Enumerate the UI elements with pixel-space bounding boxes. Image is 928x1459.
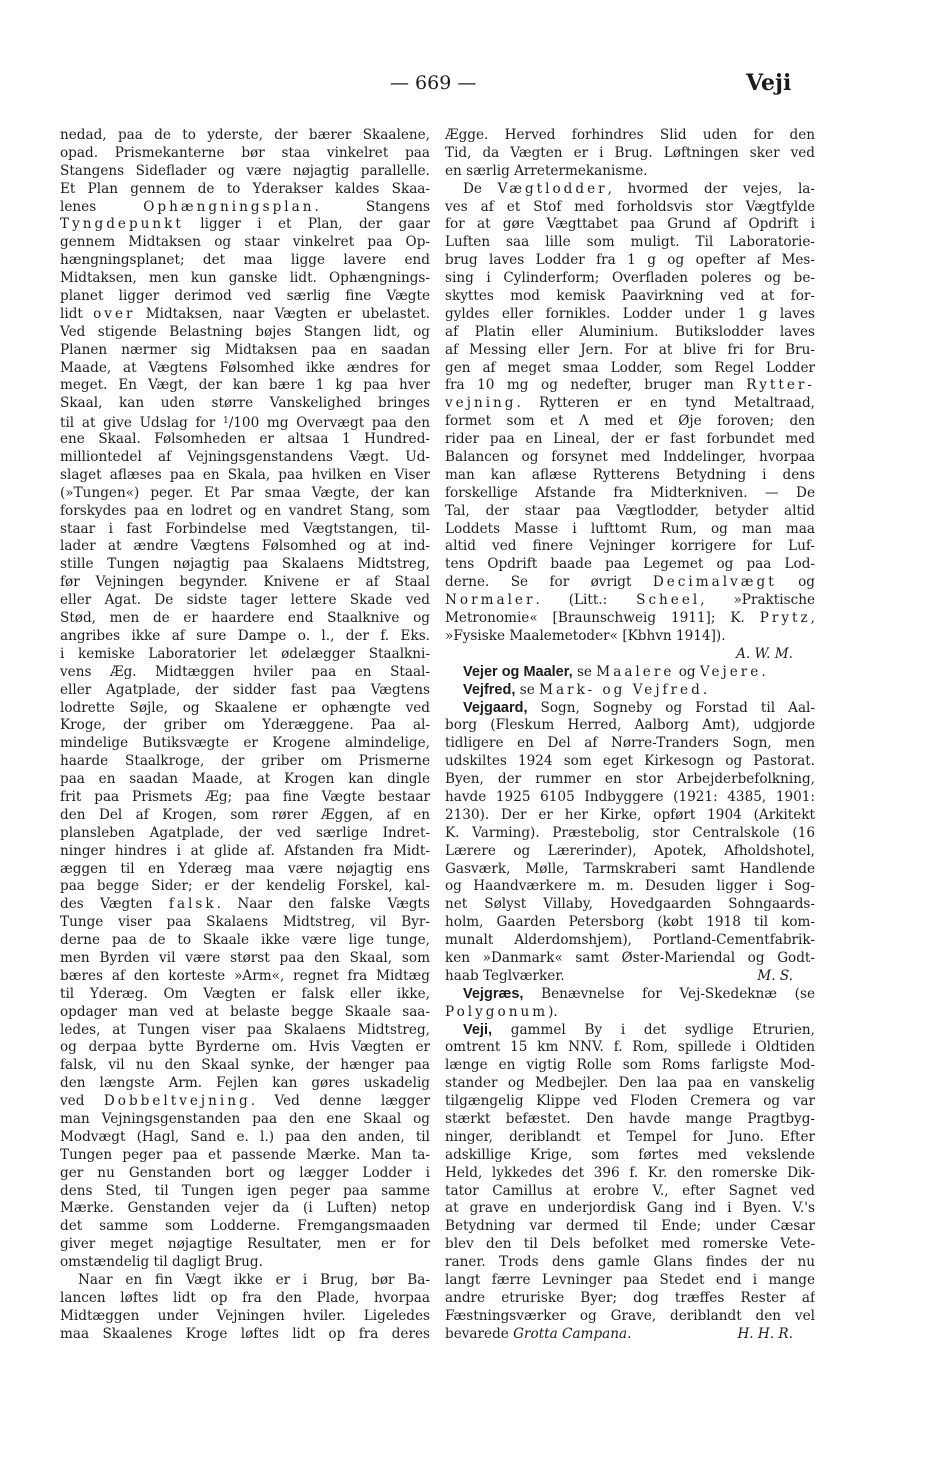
- italic-term: Grotta Campana: [513, 1325, 628, 1342]
- spaced-term: over: [93, 305, 136, 322]
- text-block: [445, 199, 815, 378]
- text-line: lenes Ophængningsplan. Stangens: [60, 198, 430, 215]
- text-line: rider paa en Lineal, der er fast forbundet med: [445, 431, 815, 448]
- text-line: længe en vigtig Rolle som Roms farligste Mod-: [445, 1057, 815, 1074]
- text-block: [60, 324, 430, 413]
- text-line: udskiltes 1924 som eget Kirkesogn og Pastorat.: [445, 753, 815, 770]
- text-line: mindelige Butiksvægte er Krogene almindelige,: [60, 735, 430, 752]
- text-line: skyttes mod kemisk Paavirkning ved at for-: [445, 288, 815, 305]
- text-line: Stød, men de er haardere end Staalknive og: [60, 610, 430, 627]
- text-line: gen af meget smaa Lodder, som Regel Lodder: [445, 359, 815, 376]
- text-line: i kemiske Laboratorier let ødelægger Staalkni-: [60, 645, 430, 662]
- text-line: lader at ændre Vægtens Følsomhed og at ind-: [60, 538, 430, 555]
- text-line: havde 1925 6105 Indbyggere (1921: 4385, 1901:: [445, 788, 815, 805]
- text-line: blev den til Dels befolket med romerske Vete-: [445, 1236, 815, 1253]
- author-signature: H. H. R.: [737, 1325, 793, 1342]
- text-line: falsk, vil nu den Skaal synke, der hænger paa: [60, 1057, 430, 1074]
- text-line: æggen til en Yderæg maa være nøjagtig ens: [60, 860, 430, 877]
- left-column: [60, 127, 430, 1344]
- text-line: Mærke. Genstanden vejer da (i Luften) netop: [60, 1200, 430, 1217]
- entry-veji: [445, 1022, 815, 1344]
- spaced-term: Rytter-: [746, 377, 815, 394]
- text-line: eller Agat. De sidste tager lettere Skade ved: [60, 592, 430, 609]
- text-line: Midtæggen under Vejningen hviler. Ligeledes: [60, 1307, 430, 1324]
- text-line: dens Sted, til Tungen igen peger paa samme: [60, 1182, 430, 1199]
- text-line: men Byrden vil være størst paa den Skaal, som: [60, 949, 430, 966]
- text-line: Kroge, der griber om Yderæggene. Paa al-: [60, 717, 430, 734]
- text-line: vens Æg. Midtæggen hviler paa en Staal-: [60, 663, 430, 680]
- text-line: Ved stigende Belastning bøjes Stangen lidt, og: [60, 323, 430, 340]
- text-line: munalt Alderdomshjem), Portland-Cementfabrik-: [445, 932, 815, 949]
- text-line: ves af et Stof med forholdsvis stor Vægtfylde: [445, 198, 815, 215]
- text-line: og Haandværkere m. m. Desuden ligger i Sog-: [445, 878, 815, 895]
- text-line: net Sølyst Villaby, Hovedgaarden Sohngaards-: [445, 896, 815, 913]
- text-line: omstændelig til dagligt Brug.: [60, 1254, 263, 1271]
- text-line: adskillige Krige, som førtes med vekslende: [445, 1146, 815, 1163]
- text-line: omtrent 15 km NNV. f. Rom, spillede i Oldtiden: [445, 1039, 815, 1056]
- text-block: [60, 234, 430, 306]
- spaced-term: Scheel: [636, 592, 701, 609]
- cross-reference[interactable]: Mark- og Vejfred: [539, 681, 703, 698]
- spaced-term: Tyngdepunkt: [60, 216, 184, 233]
- text-line: stille Tungen nøjagtig paa Skalaens Midtstreg,: [60, 556, 430, 573]
- text-line: raner. Trods dens gamle Glans findes der nu: [445, 1254, 815, 1271]
- spaced-term: Decimalvægt: [652, 574, 777, 591]
- fraction-denominator: /100: [228, 415, 260, 432]
- text-line: derne. Se for øvrigt Decimalvægt og: [445, 574, 815, 591]
- text-line: andre etruriske Byer; dog træffes Rester af: [445, 1289, 815, 1306]
- text-line: man Vejningsgenstanden paa den ene Skaal og: [60, 1110, 430, 1127]
- text-line: frit paa Prismets Æg; paa fine Vægte bestaar: [60, 788, 430, 805]
- text-line: Tungen peger paa et passende Mærke. Man ta-: [60, 1146, 430, 1163]
- text-line: Veji, gammel By i det sydlige Etrurien,: [463, 1021, 815, 1038]
- text-line: paa en saadan Maade, at Krogen kan dingle: [60, 771, 430, 788]
- text-line: haarde Staalkroge, der griber om Prismerne: [60, 753, 430, 770]
- text-line: brug laves Lodder fra 1 g og opefter af Mes-: [445, 252, 815, 269]
- entry-vejfred: Vejfred, se Mark- og Vejfred.: [463, 681, 708, 698]
- text-line: ken »Danmark« samt Øster-Mariendal og Godt-: [445, 949, 815, 966]
- text-line: af Platin eller Aluminium. Butikslodder laves: [445, 323, 815, 340]
- author-signature: M. S.: [757, 967, 793, 984]
- text-line: fra 10 mg og nedefter, bruger man Rytter-: [445, 377, 815, 394]
- text-line: Betydning var dermed til Ende; under Cæsar: [445, 1218, 815, 1235]
- text-line: ger nu Genstanden bort og lægger Lodder i: [60, 1164, 430, 1181]
- spaced-term: Ophængningsplan: [143, 198, 315, 215]
- text-line: lidt over Midtaksen, naar Vægten er ubelastet.: [60, 305, 430, 322]
- text-line: K. Varming). Præstebolig, stor Centralskole (16: [445, 824, 815, 841]
- text-line: Metronomie« [Braunschweig 1911]; K. Prytz,: [445, 610, 815, 627]
- text-line: angribes ikke af sure Dampe o. l., der f. Eks.: [60, 627, 430, 644]
- spaced-term: Normaler: [445, 592, 536, 609]
- text-line: Gasværk, Mølle, Tarmskraberi samt Handlende: [445, 860, 815, 877]
- headword: Vejer og Maaler,: [463, 663, 573, 680]
- text-line: tator Camillus at erobre V., efter Sagnet ved: [445, 1182, 815, 1199]
- spaced-term: Prytz: [759, 610, 811, 627]
- text-line: staar i fast Forbindelse med Vægtstangen, til-: [60, 520, 430, 537]
- entry-vejgaard: [445, 700, 815, 986]
- text-line: Vejgaard, Sogn, Sogneby og Forstad til Aal-: [463, 699, 815, 716]
- text-line: nedad, paa de to yderste, der bærer Skaalene,: [60, 127, 430, 143]
- text-line: den længste Arm. Fejlen kan gøres uskadelig: [60, 1075, 430, 1092]
- text-line: forskydes paa en lodret og en vandret Stang, som: [60, 502, 430, 519]
- entry-vejer-og-maaler: Vejer og Maaler, se Maalere og Vejere.: [463, 663, 766, 680]
- text-line: eller Agatplade, der sidder fast paa Vægtens: [60, 681, 430, 698]
- text-line: gyldes eller fornikles. Lodder under 1 g laves: [445, 305, 815, 322]
- text-line: og derpaa bytte Byrderne om. Hvis Vægten er: [60, 1039, 430, 1056]
- text-line: derne paa de to Skaale ikke være lige tunge,: [60, 932, 430, 949]
- text-line: det samme som Lodderne. Fremgangsmaaden: [60, 1218, 430, 1235]
- text-line: holm, Gaarden Petersborg (købt 1918 til kom-: [445, 914, 815, 931]
- text-line: en særlig Arretermekanisme.: [445, 162, 648, 179]
- headword: Veji,: [463, 1021, 493, 1038]
- text-line: til at give Udslag for $^1$/100 mg Overvægt paa den: [60, 415, 430, 432]
- text-line: maa Skaalenes Kroge løftes lidt op fra deres: [60, 1325, 430, 1342]
- text-line: ved Dobbeltvejning. Ved denne lægger: [60, 1093, 430, 1110]
- fraction-numerator: 1: [222, 416, 229, 427]
- text-line: gennem Midtaksen og staar vinkelret paa Op-: [60, 234, 430, 251]
- text-line: tens Opdrift baade paa Legemet og paa Lod-: [445, 556, 815, 573]
- text-line: forskellige Afstande fra Midterkniven. — De: [445, 484, 815, 501]
- text-line: bæres af den korteste »Arm«, regnet fra Midtæg: [60, 967, 430, 984]
- author-signature: A. W. M.: [736, 645, 793, 662]
- text-line: (»Tungen«) peger. Et Par smaa Vægte, der kan: [60, 484, 430, 501]
- text-line: Fæstningsværker og Grave, deriblandt den vel: [445, 1307, 815, 1324]
- headword: Vejfred,: [463, 681, 516, 698]
- text-line: Normaler. (Litt.: Scheel, »Praktische: [445, 592, 815, 609]
- text-line: giver meget nøjagtige Resultater, men er for: [60, 1236, 430, 1253]
- text-line: paa begge Sider; er der kendelig Forskel, kal-: [60, 878, 430, 895]
- cross-reference[interactable]: Maalere: [596, 663, 675, 680]
- text-line: haab Teglværker. M. S.: [445, 968, 815, 986]
- text-line: for at gøre Vægttabet paa Grund af Opdrift i: [445, 216, 815, 233]
- entry-vejgraes: [445, 986, 815, 1022]
- text-line: af Messing eller Jern. For at blive fri for Bru-: [445, 341, 815, 358]
- text-line: Naar en fin Vægt ikke er i Brug, bør Ba-: [78, 1272, 430, 1288]
- text-line: 2130). Der er her Kirke, opført 1904 (Arkitekt: [445, 806, 815, 823]
- text-line: Tal, der staar paa Vægtlodder, betyder altid: [445, 502, 815, 519]
- text-line: før Vejningen begynder. Knivene er af Staal: [60, 574, 430, 591]
- text-line: Held, lykkedes det 396 f. Kr. den romerske Dik-: [445, 1164, 815, 1181]
- text-line: Skaal, kan uden større Vanskelighed bringes: [60, 395, 430, 412]
- paragraph: [60, 1272, 430, 1344]
- text-line: tidligere en Del af Nørre-Tranders Sogn, men: [445, 735, 815, 752]
- text-line: stærkt befæstet. Den havde mange Pragtbyg-: [445, 1110, 815, 1127]
- text-line: borg (Fleskum Herred, Aalborg Amt), udgjorde: [445, 717, 815, 734]
- spaced-term: falsk: [168, 896, 217, 913]
- text-line: at grave en underjordisk Gang ind i Byen. V.'s: [445, 1200, 815, 1217]
- text-block: [445, 413, 815, 574]
- text-line: ninger hindres i at glide af. Afstanden fra Midt-: [60, 842, 430, 859]
- text-line: Vejgræs, Benævnelse for Vej-Skedeknæ (se: [463, 985, 815, 1002]
- text-line: Lærere og Lærerinder), Apotek, Afholdshotel,: [445, 842, 815, 859]
- spaced-term: Vægtlodder: [497, 180, 608, 197]
- text-line: slaget aflæses paa en Skala, paa hvilken en Viser: [60, 466, 430, 483]
- text-line: altid ved finere Vejninger korrigere for Luf-: [445, 538, 815, 555]
- text-line: stander og Medbejler. Den laa paa en vanskelig: [445, 1075, 815, 1092]
- text-line: planet ligger derimod ved særlig fine Vægte: [60, 288, 430, 305]
- text-block: [60, 431, 430, 896]
- headword: Vejgaard,: [463, 699, 528, 716]
- spaced-term: Dobbeltvejning: [103, 1093, 251, 1110]
- text-line: Tyngdepunkt ligger i et Plan, der gaar: [60, 216, 430, 233]
- text-line: des Vægten falsk. Naar den falske Vægts: [60, 896, 430, 913]
- text-line: den Del af Krogen, som rører Æggen, af en: [60, 806, 430, 823]
- text-line: lodrette Søjle, og Skaalene er ophængte ved: [60, 699, 430, 716]
- text-line: ninger, deriblandt et Tempel for Juno. Efter: [445, 1128, 815, 1145]
- text-line: langt færre Levninger paa Stedet end i mange: [445, 1272, 815, 1288]
- text-line: Midtaksen, men kun ganske lidt. Ophængnings-: [60, 270, 430, 287]
- page-header: [0, 72, 928, 102]
- text-line: Byen, der rummer en stor Arbejderbefolkning,: [445, 771, 815, 788]
- text-line: vejning. Rytteren er en tynd Metaltraad,: [445, 395, 815, 412]
- text-line: hængningsplanet; det maa ligge lavere end: [60, 252, 430, 269]
- text-line: Modvægt (Hagl, Sand e. l.) paa den anden, til: [60, 1128, 430, 1145]
- text-line: bevarede Grotta Campana. H. H. R.: [445, 1326, 815, 1344]
- text-line: ledes, at Tungen viser paa Skalaens Midtstreg,: [60, 1021, 430, 1038]
- text-line: til Yderæg. Om Vægten er falsk eller ikke,: [60, 985, 430, 1002]
- text-line: lancen løftes lidt op fra den Plade, hvorpaa: [60, 1289, 430, 1306]
- text-line: Ægge. Herved forhindres Slid uden for den: [445, 127, 815, 143]
- running-head: Veji: [746, 70, 792, 96]
- text-line: De Vægtlodder, hvormed der vejes, la-: [463, 180, 815, 197]
- text-line: ene Skaal. Følsomheden er altsaa 1 Hundred-: [60, 431, 430, 448]
- text-line: sing i Cylinderform; Overfladen poleres og be-: [445, 270, 815, 287]
- text-line: man kan aflæse Rytterens Betydning i dens: [445, 466, 815, 483]
- text-line: Loddets Masse i lufttomt Rum, og man maa: [445, 520, 815, 537]
- text-block: [60, 914, 430, 1093]
- text-line: tilgængelig Klippe ved Floden Cremera og var: [445, 1093, 815, 1110]
- text-line: plansleben Agatplade, der ved særlige Indret-: [60, 824, 430, 841]
- right-column: [445, 127, 815, 1344]
- text-line: Planen nærmer sig Midtaksen paa en saadan: [60, 341, 430, 358]
- text-line: formet som et Λ med et Øje foroven; den: [445, 413, 815, 430]
- text-line: Tid, da Vægten er i Brug. Løftningen sker ved: [445, 144, 815, 161]
- text-line: Balancen og forsynet med Inddelinger, hvorpaa: [445, 449, 815, 466]
- text-line: Maade, at Vægtens Følsomhed ikke ændres for: [60, 359, 430, 376]
- text-line: milliontedel af Vejningsgenstandens Vægt. Ud-: [60, 449, 430, 466]
- text-line: meget. En Vægt, der kan bære 1 kg paa hver: [60, 377, 430, 394]
- text-block: [60, 1111, 430, 1254]
- headword: Vejgræs,: [463, 985, 524, 1002]
- text-line: Tunge viser paa Skalaens Midtstreg, vil Byr-: [60, 914, 430, 931]
- text-line: Et Plan gennem de to Yderakser kaldes Skaa-: [60, 180, 430, 197]
- cross-reference[interactable]: Vejere: [699, 663, 762, 680]
- text-line: opad. Prismekanterne bør staa vinkelret paa: [60, 144, 430, 161]
- text-line: Luften saa lille som muligt. Til Laboratorie-: [445, 234, 815, 251]
- spaced-term: vejning: [445, 395, 517, 412]
- text-line: Polygonum).: [445, 1003, 558, 1020]
- text-line: Stangens Sideflader og være nøjagtig parallelle.: [60, 162, 430, 179]
- page-number: — 669 —: [390, 72, 477, 94]
- text-block: [60, 127, 430, 199]
- text-line: »Fysiske Maalemetoder« [Kbhvn 1914]).: [445, 627, 726, 644]
- text-line: opdager man ved at belaste begge Skaale saa-: [60, 1003, 430, 1020]
- cross-reference[interactable]: Polygonum: [445, 1003, 549, 1020]
